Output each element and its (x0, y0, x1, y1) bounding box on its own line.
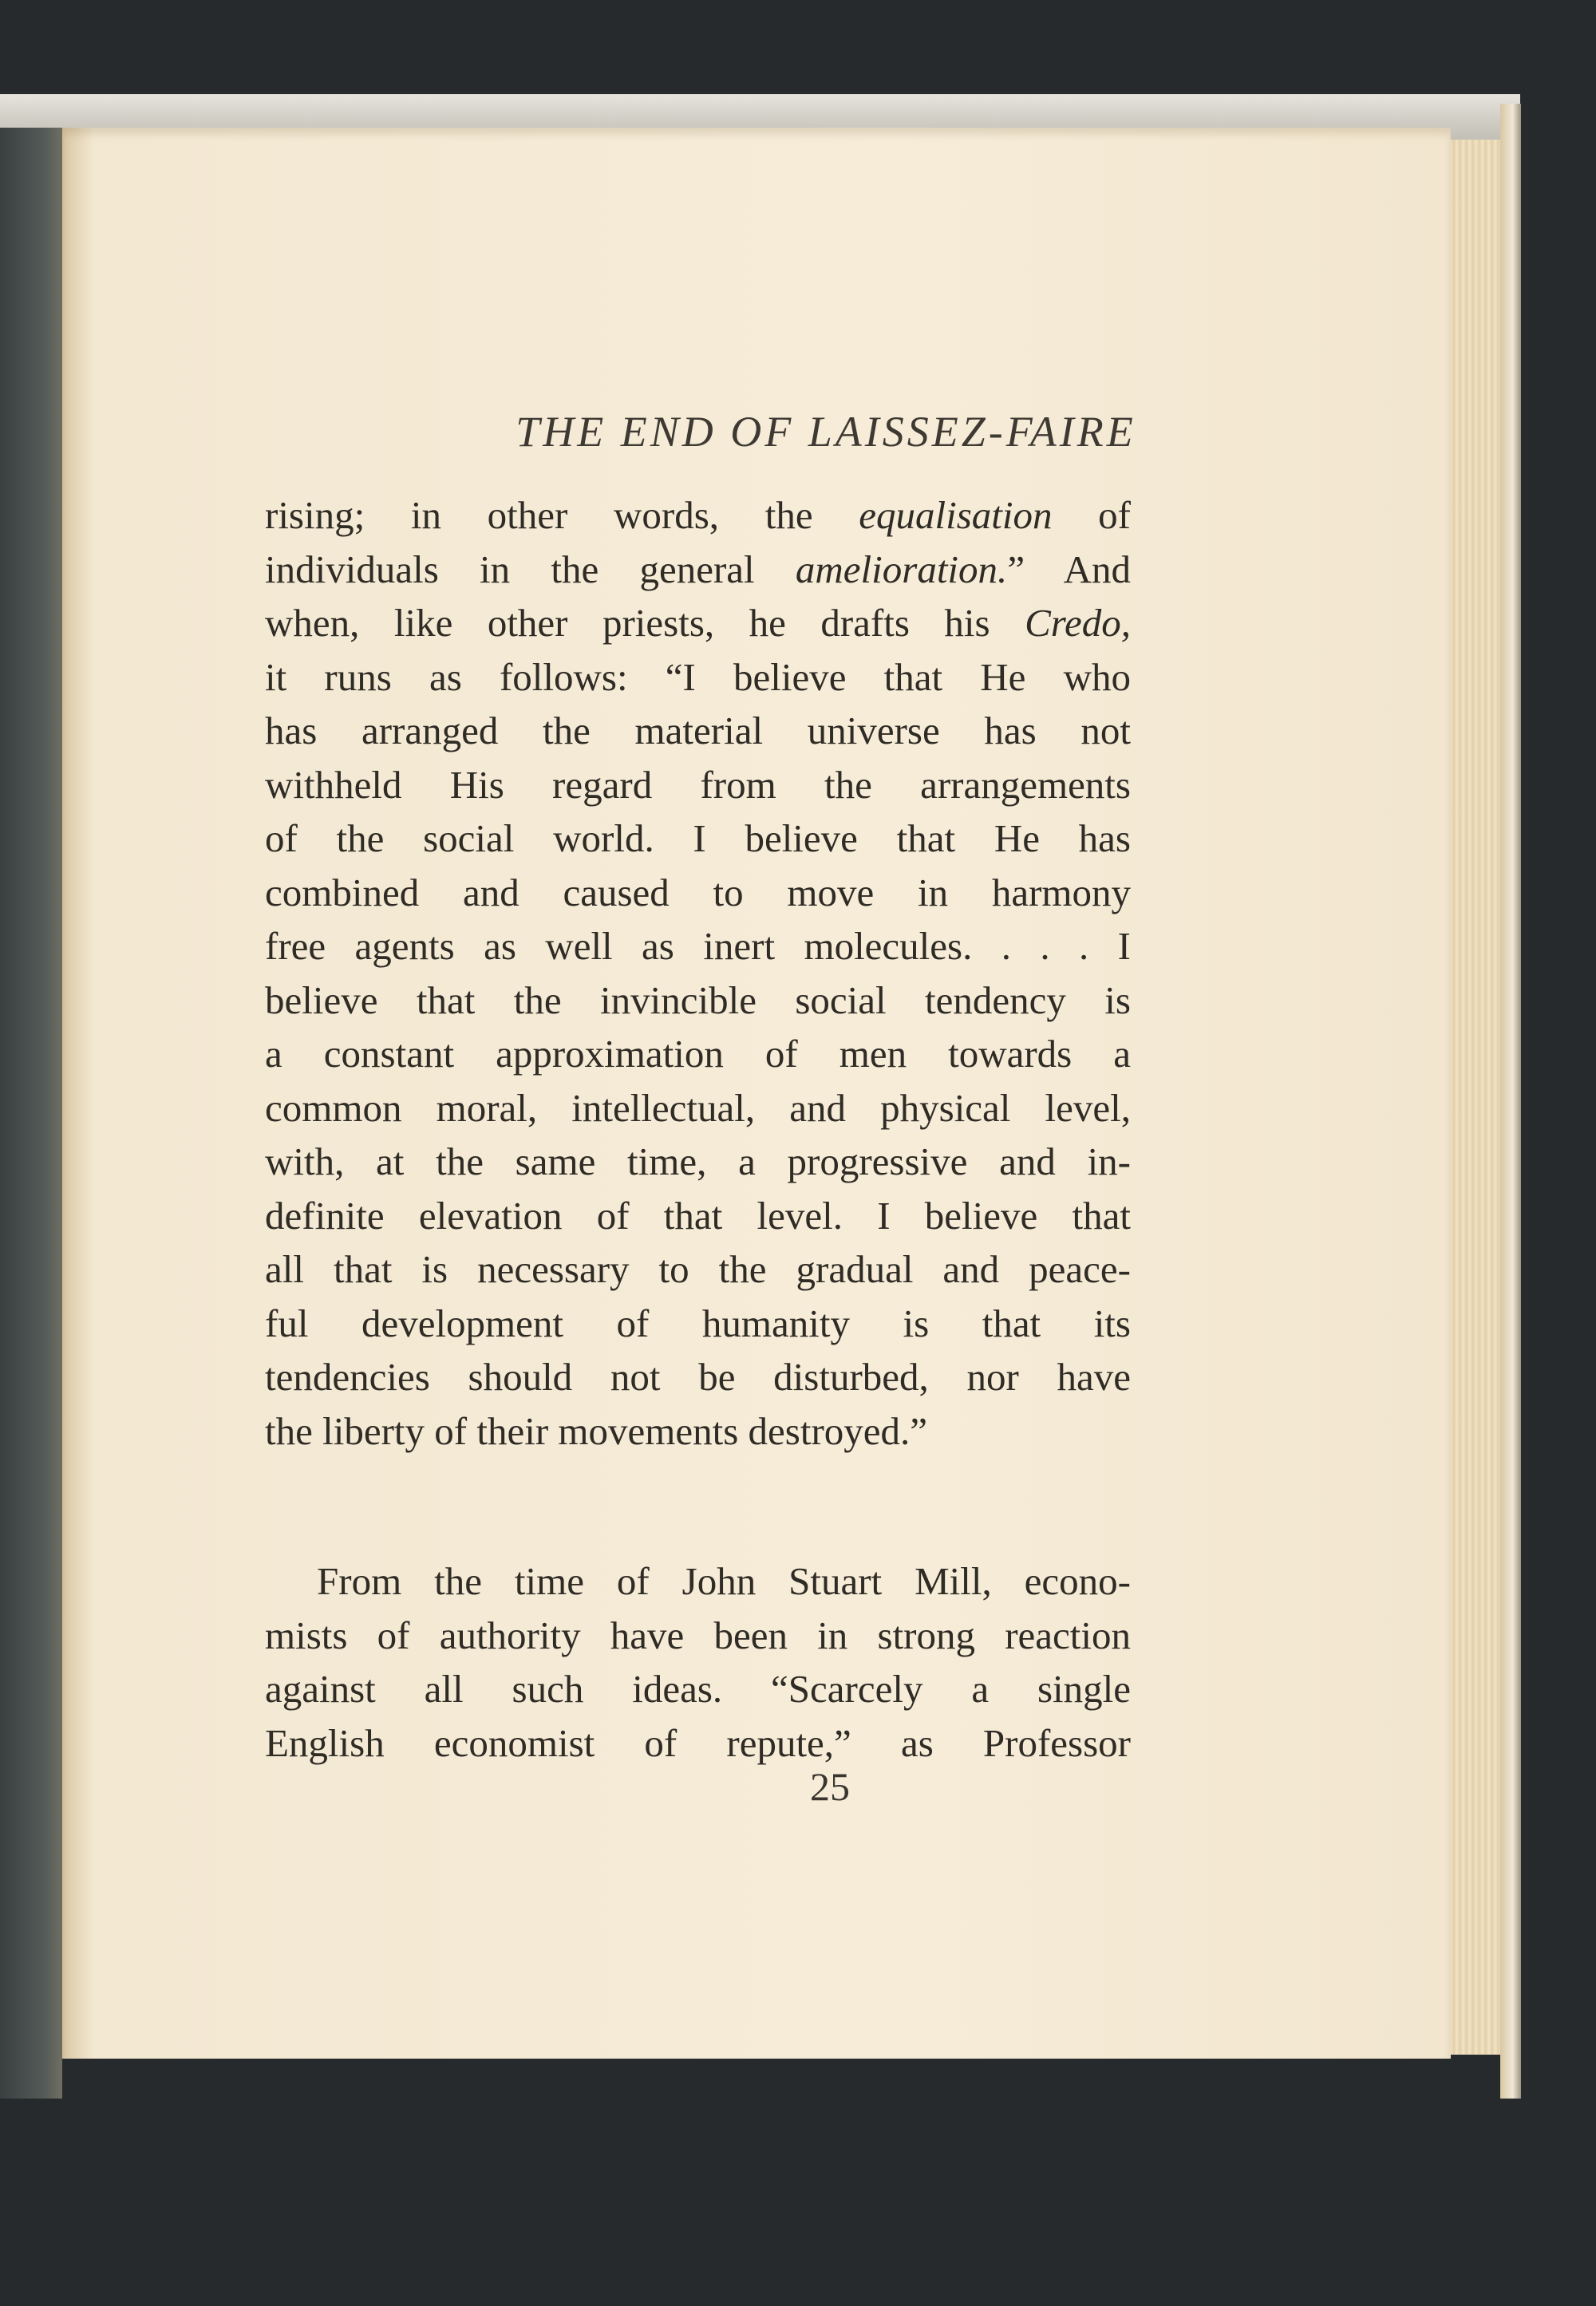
text-span: tendencies should not be disturbed, nor have (265, 1355, 1131, 1399)
text-span: combined and caused to move in harmony (265, 870, 1131, 914)
text-span: has arranged the material universe has not (265, 709, 1131, 752)
text-span: against all such ideas. “Scarcely a single (265, 1667, 1131, 1711)
text-span: common moral, intellectual, and physical level, (265, 1085, 1131, 1130)
text-span: of (1052, 493, 1131, 537)
text-line (265, 1242, 1131, 1297)
text-line (265, 704, 1131, 758)
text-span: it runs as follows: “I believe that He who (265, 654, 1131, 699)
text-span: of the social world. I believe that He has (265, 816, 1131, 860)
text-line (265, 1027, 1131, 1081)
text-line (265, 1662, 1131, 1716)
italic-text: Credo, (1025, 601, 1131, 645)
text-line (265, 1297, 1131, 1351)
text-span: definite elevation of that level. I believe that (265, 1193, 1131, 1238)
text-line (265, 811, 1131, 866)
text-line (265, 543, 1131, 597)
text-line (265, 758, 1131, 812)
text-line (265, 1081, 1131, 1135)
text-span: ” And (1007, 547, 1131, 591)
text-line (265, 866, 1131, 920)
paragraph-2 (265, 1554, 1131, 1770)
text-span: when, like other priests, he drafts his (265, 601, 1025, 645)
text-span: believe that the invincible social tendency is (265, 977, 1131, 1022)
text-line (265, 1716, 1131, 1771)
text-line (265, 1404, 1131, 1459)
text-span: From the time of John Stuart Mill, econo- (317, 1559, 1131, 1603)
text-span: individuals in the general (265, 547, 796, 591)
paragraph-1 (265, 488, 1131, 1458)
text-line (265, 1350, 1131, 1404)
text-line (265, 1554, 1131, 1609)
italic-text: equalisation (859, 493, 1053, 537)
text-span: all that is necessary to the gradual and peace- (265, 1247, 1131, 1291)
text-span: ful development of humanity is that its (265, 1301, 1131, 1345)
text-span: free agents as well as inert molecules. . . . I (265, 924, 1131, 968)
text-span: rising; in other words, the (265, 493, 859, 537)
text-line (265, 596, 1131, 650)
text-span: a constant approximation of men towards a (265, 1032, 1131, 1076)
text-line (265, 1135, 1131, 1189)
page-number: 25 (810, 1764, 850, 1809)
text-span: English economist of repute,” as Professor (265, 1720, 1131, 1765)
text-span: mists of authority have been in strong reaction (265, 1613, 1131, 1657)
text-line (265, 650, 1131, 705)
text-line (265, 973, 1131, 1028)
italic-text: amelioration. (795, 547, 1008, 591)
text-line (265, 919, 1131, 973)
text-span: the liberty of their movements destroyed.” (265, 1408, 928, 1453)
text-line (265, 1189, 1131, 1243)
text-span: withheld His regard from the arrangements (265, 762, 1131, 807)
running-head: THE END OF LAISSEZ-FAIRE (516, 408, 1136, 456)
text-line (265, 488, 1131, 543)
text-line (265, 1609, 1131, 1663)
text-span: with, at the same time, a progressive and in- (265, 1139, 1131, 1183)
